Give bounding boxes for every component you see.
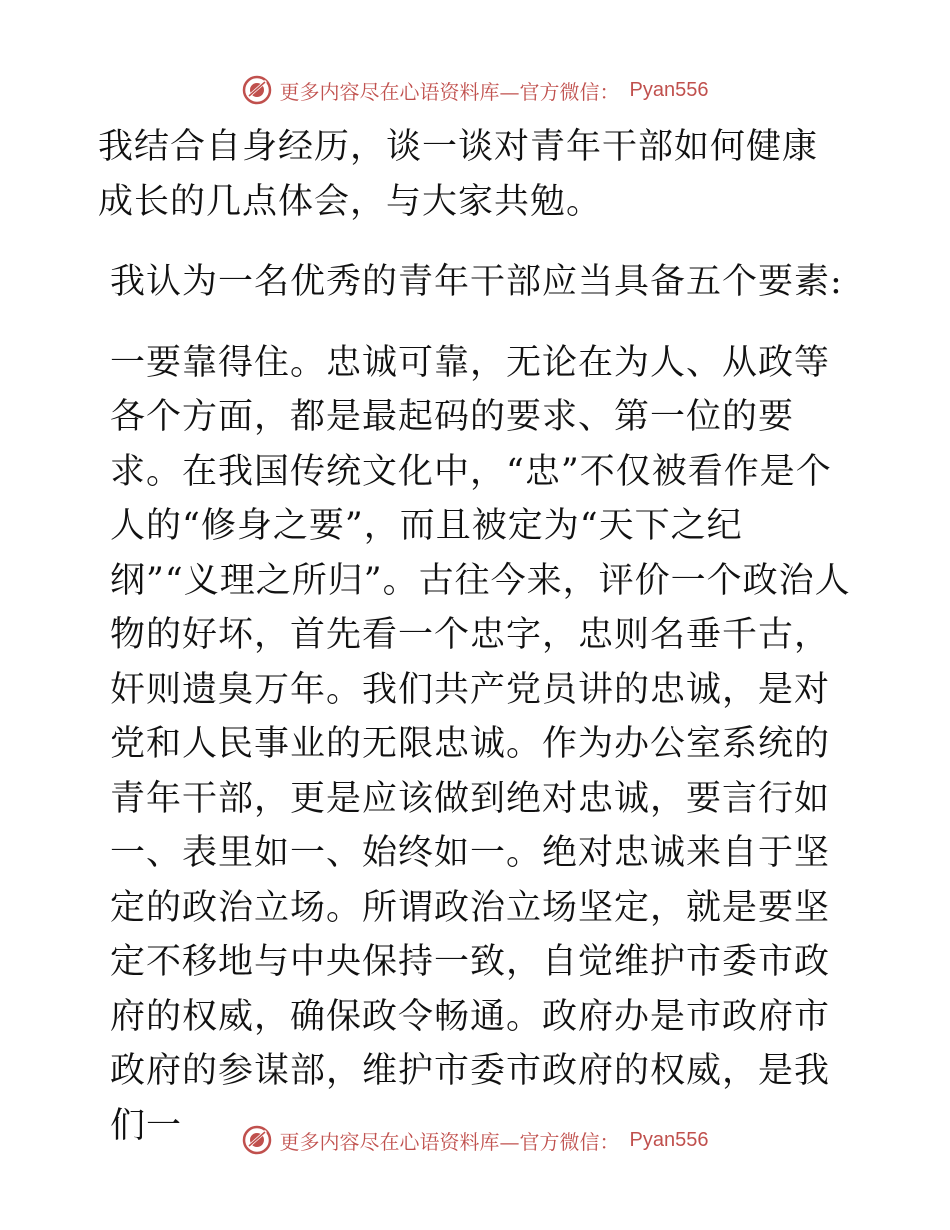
header-watermark-text: 更多内容尽在心语资料库—官方微信： <box>279 79 620 104</box>
footer-watermark-account: Pyan556 <box>629 1128 709 1151</box>
brand-logo-icon <box>242 75 272 105</box>
body-paragraph: 一要靠得住。忠诚可靠，无论在为人、从政等各个方面，都是最起码的要求、第一位的要求。在我国传统文化中，“忠”不仅被看作是个人的“修身之要”，而且被定为“天下之纪纲”“义理之所归”。古往今来，评价一个政治人物的好坏，首先看一个忠字，忠则名垂千古，奸则遗臭万年。我们共产党员讲的忠诚，是对党和人民事业的无限忠诚。作为办公室系统的青年干部，更是应该做到绝对忠诚，要言行如一、表里如一、始终如一。绝对忠诚来自于坚定的政治立场。所谓政治立场坚定，就是要坚定不移地与中央保持一致，自觉维护市委市政府的权威，确保政令畅通。政府办是市政府市政府的参谋部，维护市委市政府的权威，是我们一 <box>110 342 851 1146</box>
footer-watermark <box>0 1120 950 1160</box>
header-watermark-account: Pyan556 <box>629 78 709 101</box>
brand-logo-icon <box>242 1125 272 1155</box>
section-heading: 我认为一名优秀的青年干部应当具备五个要素: <box>110 262 843 302</box>
document-body <box>98 120 852 1153</box>
header-watermark <box>0 70 950 110</box>
footer-watermark-text: 更多内容尽在心语资料库—官方微信： <box>279 1129 620 1154</box>
intro-paragraph: 我结合自身经历，谈一谈对青年干部如何健康成长的几点体会，与大家共勉。 <box>98 127 819 222</box>
